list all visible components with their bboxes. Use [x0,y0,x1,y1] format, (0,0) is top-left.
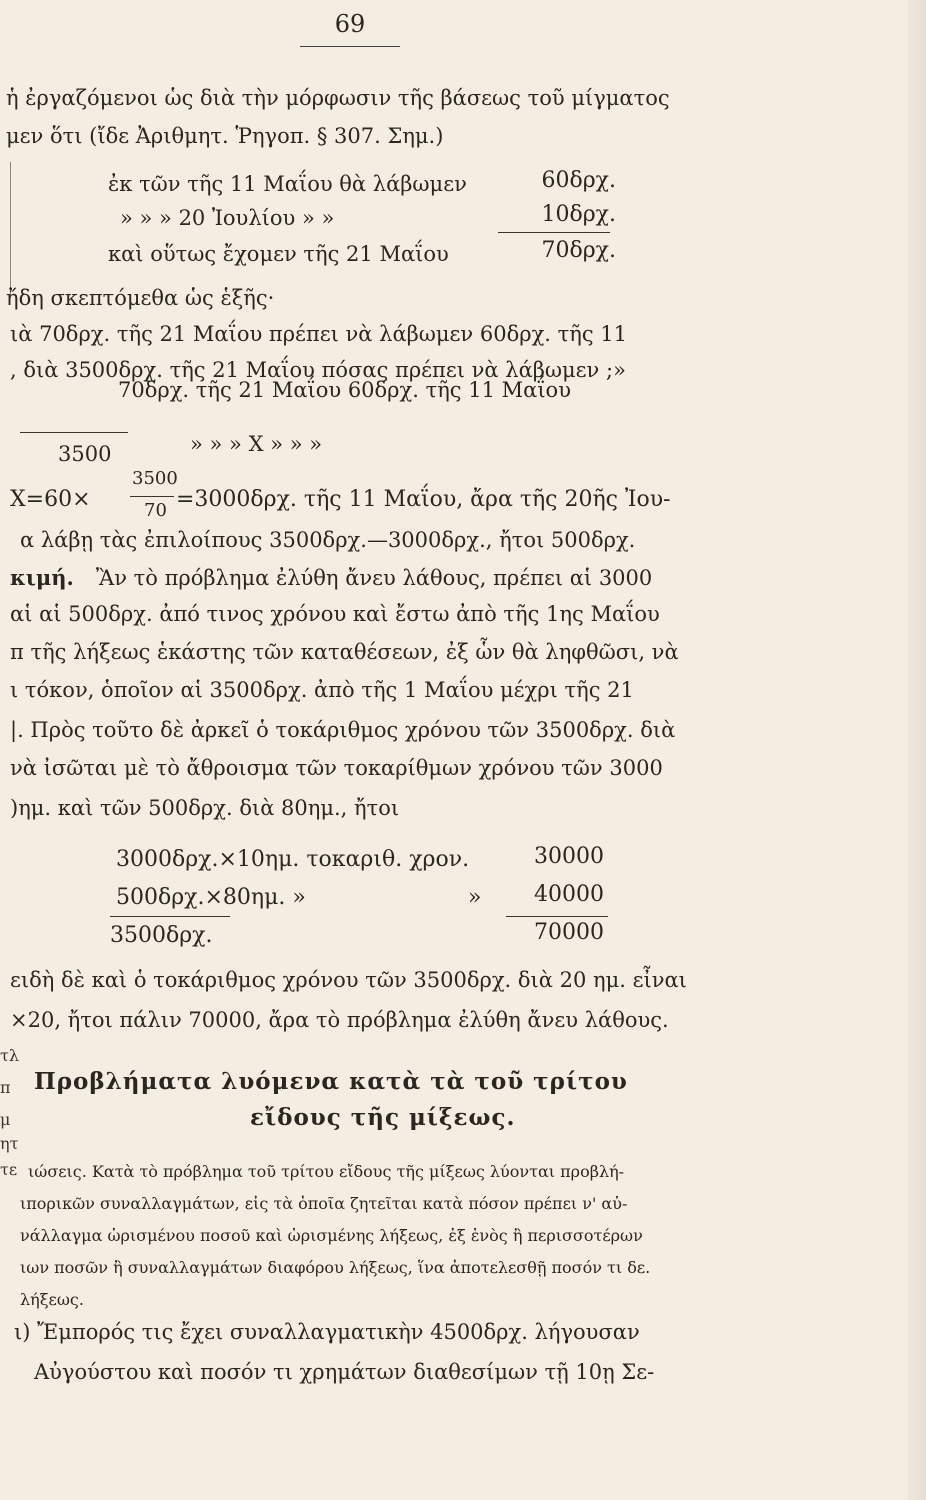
text-line-14: αἱ αἱ 500δρχ. ἀπό τινος χρόνου καὶ ἔστω ἀπὸ τῆς 1ης Μαΐου [10,602,660,626]
calc-value-70000: 70000 [534,920,604,945]
margin-mark-5: τε [0,1160,18,1179]
fraction-bar [130,496,174,497]
text-line-15: π τῆς λήξεως ἑκάστης τῶν καταθέσεων, ἐξ ὧν θὰ ληφθῶσι, νὰ [10,640,679,664]
formula-result: =3000δρχ. τῆς 11 Μαΐου, ἄρα τῆς 20ῆς Ἰου- [176,487,671,512]
sum-rule-1 [498,232,610,233]
paragraph-line-4: ιων ποσῶν ἢ συναλλαγμάτων διαφόρου λήξεως, ἵνα ἀποτελεσθῇ ποσόν τι δε. [20,1258,651,1277]
amount-10: 10δρχ. [541,202,616,227]
text-line-13: Ἂν τὸ πρόβλημα ἐλύθη ἄνευ λάθους, πρέπει αἱ 3000 [96,566,653,590]
text-line-6: ἤδη σκεπτόμεθα ὡς ἑξῆς· [6,286,275,310]
calc-ditto: » [468,885,482,910]
text-line-18: νὰ ἰσῶται μὲ τὸ ἄθροισμα τῶν τοκαρίθμων χρόνου τῶν 3000 [10,756,663,780]
calc-row-2: 500δρχ.×80ημ. » [116,885,306,910]
text-line-2: μεν ὅτι (ἴδε Ἀριθμητ. Ῥηγοπ. § 307. Σημ.) [6,124,444,148]
calc-total-amount: 3500δρχ. [110,923,213,948]
text-line-8: , διὰ 3500δρχ. τῆς 21 Μαΐου πόσας πρέπει νὰ λάβωμεν ;» [10,358,626,382]
text-line-3: ἐκ τῶν τῆς 11 Μαΐου θὰ λάβωμεν [108,172,467,196]
amount-60: 60δρχ. [541,168,616,193]
text-line-12: α λάβῃ τὰς ἐπιλοίπους 3500δρχ.—3000δρχ., ἤτοι 500δρχ. [20,528,636,552]
amount-70: 70δρχ. [541,238,616,263]
text-line-20: ειδὴ δὲ καὶ ὁ τοκάριθμος χρόνου τῶν 3500δρχ. διὰ 20 ημ. εἶναι [10,968,687,992]
text-line-9: 70δρχ. τῆς 21 Μαΐου 60δρχ. τῆς 11 Μαΐου [118,378,571,402]
problem-1-line-1: ι) Ἔμπορός τις ἔχει συναλλαγματικὴν 4500δρχ. λήγουσαν [14,1320,640,1344]
text-line-5: καὶ οὕτως ἔχομεν τῆς 21 Μαΐου [108,242,449,266]
text-line-16: ι τόκον, ὁποῖον αἱ 3500δρχ. ἀπὸ τῆς 1 Μαΐου μέχρι τῆς 21 [10,678,634,702]
section-label-verification: κιμή. [10,565,74,590]
page-number-rule [300,46,400,47]
sum-rule-right [506,916,608,917]
formula-x: X=60× [10,487,91,512]
section-title-line-2: εἴδους τῆς μίξεως. [250,1104,516,1131]
fraction-denominator: 70 [144,500,167,521]
margin-mark-4: ητ [0,1134,19,1153]
rule-3500 [20,432,128,433]
margin-mark-1: τλ [0,1046,19,1065]
page-number: 69 [334,10,366,38]
margin-mark-2: π [0,1078,11,1097]
paragraph-line-2: ιπορικῶν συναλλαγμάτων, εἰς τὰ ὁποῖα ζητεῖται κατὰ πόσον πρέπει ν' αὐ- [20,1194,628,1213]
text-line-1: ἡ ἐργαζόμενοι ὡς διὰ τὴν μόρφωσιν τῆς βάσεως τοῦ μίγματος [6,86,670,110]
paragraph-line-5: λήξεως. [20,1290,84,1309]
text-3500: 3500 [58,442,112,466]
sum-rule-left [110,916,230,917]
margin-mark-3: μ [0,1110,11,1129]
fraction-numerator: 3500 [132,468,178,489]
margin-bracket [10,162,11,298]
calc-row-1: 3000δρχ.×10ημ. τοκαριθ. χρον. [116,847,470,872]
text-line-19: )ημ. καὶ τῶν 500δρχ. διὰ 80ημ., ἤτοι [10,796,400,820]
text-line-10: » » » X » » » [190,432,323,456]
section-title-line-1: Προβλήματα λυόμενα κατὰ τὰ τοῦ τρίτου [34,1068,628,1095]
text-line-7: ιὰ 70δρχ. τῆς 21 Μαΐου πρέπει νὰ λάβωμεν 60δρχ. τῆς 11 [10,322,628,346]
calc-value-40000: 40000 [534,882,604,907]
problem-1-line-2: Αὐγούστου καὶ ποσόν τι χρημάτων διαθεσίμων τῇ 10ῃ Σε- [34,1360,655,1384]
calc-value-30000: 30000 [534,844,604,869]
paragraph-line-1: ιώσεις. Κατὰ τὸ πρόβλημα τοῦ τρίτου εἴδους τῆς μίξεως λύονται προβλή- [28,1162,625,1181]
paragraph-line-3: νάλλαγμα ὡρισμένου ποσοῦ καὶ ὡρισμένης λήξεως, ἐξ ἑνὸς ἢ περισσοτέρων [20,1226,643,1245]
text-line-17: |. Πρὸς τοῦτο δὲ ἀρκεῖ ὁ τοκάριθμος χρόνου τῶν 3500δρχ. διὰ [10,718,676,742]
page-gutter [908,0,926,1500]
text-line-4: » » » 20 Ἰουλίου » » [120,206,335,230]
text-line-21: ×20, ἤτοι πάλιν 70000, ἄρα τὸ πρόβλημα ἐλύθη ἄνευ λάθους. [10,1008,669,1032]
